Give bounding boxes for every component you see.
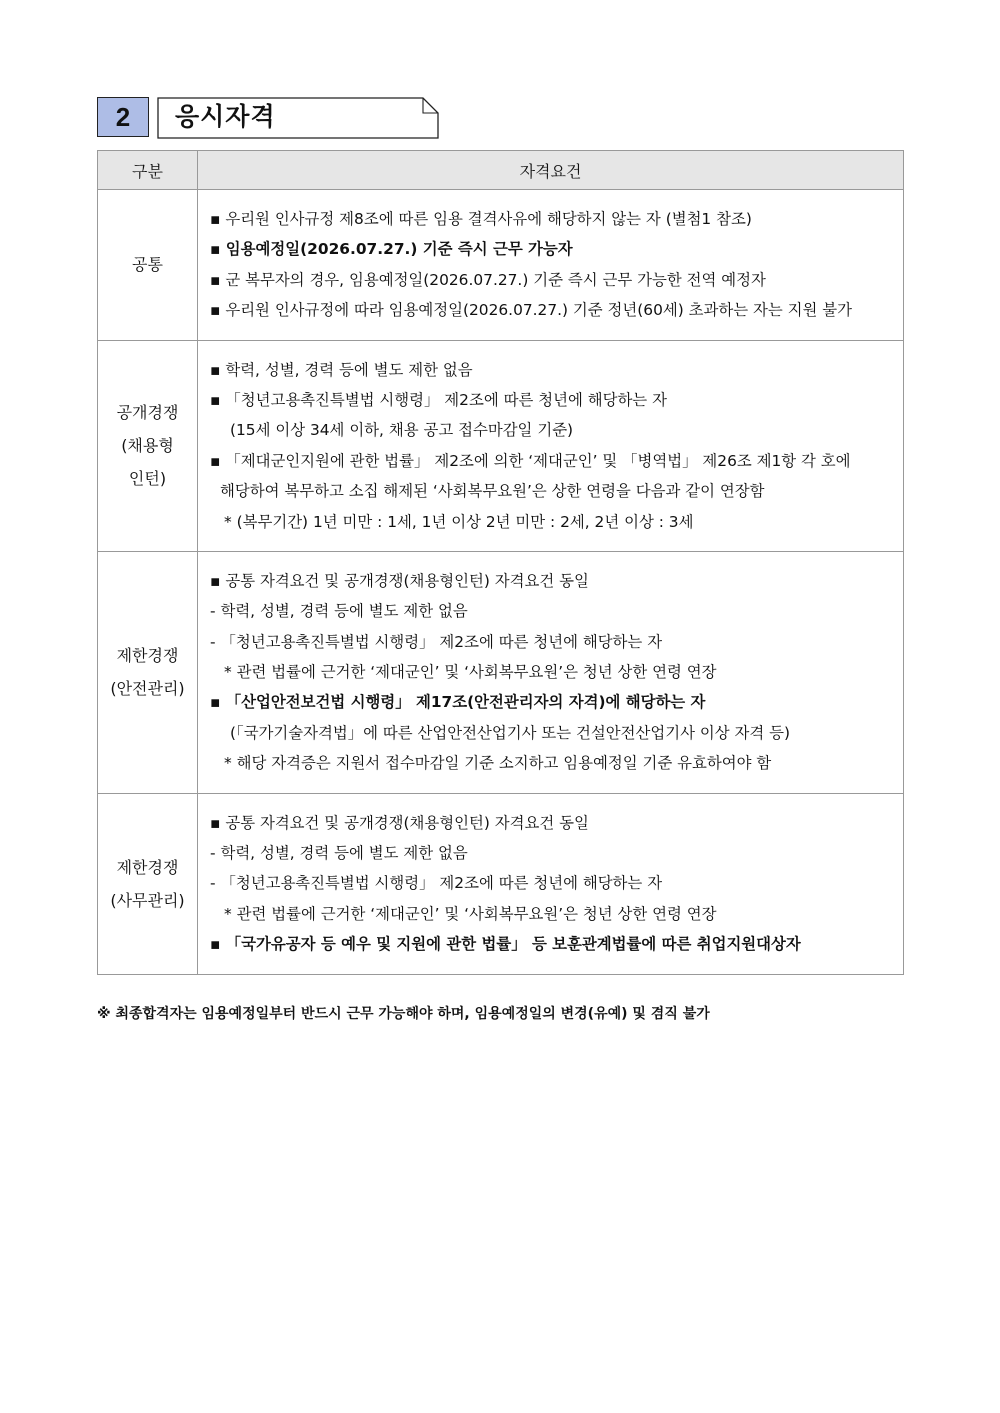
requirements-table <box>97 150 904 975</box>
requirement-line: - 학력, 성별, 경력 등에 별도 제한 없음 <box>210 844 468 863</box>
row-requirements <box>198 190 904 341</box>
row-category <box>98 340 198 551</box>
table-header-row <box>98 151 904 190</box>
section-number: 2 <box>97 97 149 137</box>
category-label: 제한경쟁 <box>116 857 179 877</box>
footnote: ※ 최종합격자는 임용예정일부터 반드시 근무 가능해야 하며, 임용예정일의 변경(유예) 및 겸직 불가 <box>97 1006 710 1022</box>
requirement-line: ▪ 공통 자격요건 및 공개경쟁(채용형인턴) 자격요건 동일 <box>210 571 589 590</box>
requirement-line: ▪ 학력, 성별, 경력 등에 별도 제한 없음 <box>210 360 473 379</box>
requirement-line: ▪ 군 복무자의 경우, 임용예정일(2026.07.27.) 기준 즉시 근무 가능한 전역 예정자 <box>210 270 766 289</box>
requirement-line: ▪ 「산업안전보건법 시행령」 제17조(안전관리자의 자격)에 해당하는 자 <box>210 693 706 712</box>
requirement-line: * 해당 자격증은 지원서 접수마감일 기준 소지하고 임용예정일 기준 유효하여야 함 <box>224 754 772 773</box>
category-label: 공개경쟁 <box>116 403 179 423</box>
category-label: 공통 <box>132 255 163 275</box>
row-category <box>98 190 198 341</box>
requirement-line: * 관련 법률에 근거한 ‘제대군인’ 및 ‘사회복무요원’은 청년 상한 연령 연장 <box>224 663 717 682</box>
section-title: 응시자격 <box>175 102 276 131</box>
header-requirements: 자격요건 <box>198 151 904 190</box>
requirement-line: ▪ 「제대군인지원에 관한 법률」 제2조에 의한 ‘제대군인’ 및 「병역법」 제26조 제1항 각 호에 <box>210 451 851 470</box>
row-requirements <box>198 793 904 974</box>
requirement-line: - 학력, 성별, 경력 등에 별도 제한 없음 <box>210 602 468 621</box>
requirement-line: (15세 이상 34세 이하, 채용 공고 접수마감일 기준) <box>230 421 574 440</box>
row-category <box>98 793 198 974</box>
row-requirements <box>198 340 904 551</box>
category-label: (채용형 <box>121 436 174 456</box>
requirement-line: * 관련 법률에 근거한 ‘제대군인’ 및 ‘사회복무요원’은 청년 상한 연령 연장 <box>224 904 717 923</box>
category-label: (사무관리) <box>110 890 185 910</box>
table-row <box>98 340 904 551</box>
row-category <box>98 551 198 793</box>
requirement-line: ▪ 우리원 인사규정 제8조에 따른 임용 결격사유에 해당하지 않는 자 (별첨1 참조) <box>210 210 752 228</box>
category-label: 인턴) <box>128 469 167 489</box>
table-row <box>98 551 904 793</box>
table-row <box>98 793 904 974</box>
requirement-line: - 「청년고용촉진특별법 시행령」 제2조에 따른 청년에 해당하는 자 <box>210 632 663 651</box>
header-category: 구분 <box>98 151 198 190</box>
section-header <box>97 97 442 139</box>
requirement-line: 해당하여 복무하고 소집 해제된 ‘사회복무요원’은 상한 연령을 다음과 같이 연장함 <box>220 482 765 501</box>
requirement-line: - 「청년고용촉진특별법 시행령」 제2조에 따른 청년에 해당하는 자 <box>210 874 663 893</box>
requirement-line: ▪ 공통 자격요건 및 공개경쟁(채용형인턴) 자격요건 동일 <box>210 813 589 832</box>
requirement-line: ▪ 임용예정일(2026.07.27.) 기준 즉시 근무 가능자 <box>210 240 573 259</box>
category-label: (안전관리) <box>110 679 185 699</box>
requirement-line: ▪ 「청년고용촉진특별법 시행령」 제2조에 따른 청년에 해당하는 자 <box>210 390 667 409</box>
category-label: 제한경쟁 <box>116 646 179 666</box>
table-row <box>98 190 904 341</box>
row-requirements <box>198 551 904 793</box>
requirement-line: (「국가기술자격법」에 따른 산업안전산업기사 또는 건설안전산업기사 이상 자격 등) <box>230 723 790 742</box>
requirement-line: ▪ 우리원 인사규정에 따라 임용예정일(2026.07.27.) 기준 정년(60세) 초과하는 자는 지원 불가 <box>210 301 852 320</box>
requirement-line: ▪ 「국가유공자 등 예우 및 지원에 관한 법률」 등 보훈관계법률에 따른 취업지원대상자 <box>210 935 801 954</box>
requirement-line: * (복무기간) 1년 미만 : 1세, 1년 이상 2년 미만 : 2세, 2년 이상 : 3세 <box>224 512 694 531</box>
